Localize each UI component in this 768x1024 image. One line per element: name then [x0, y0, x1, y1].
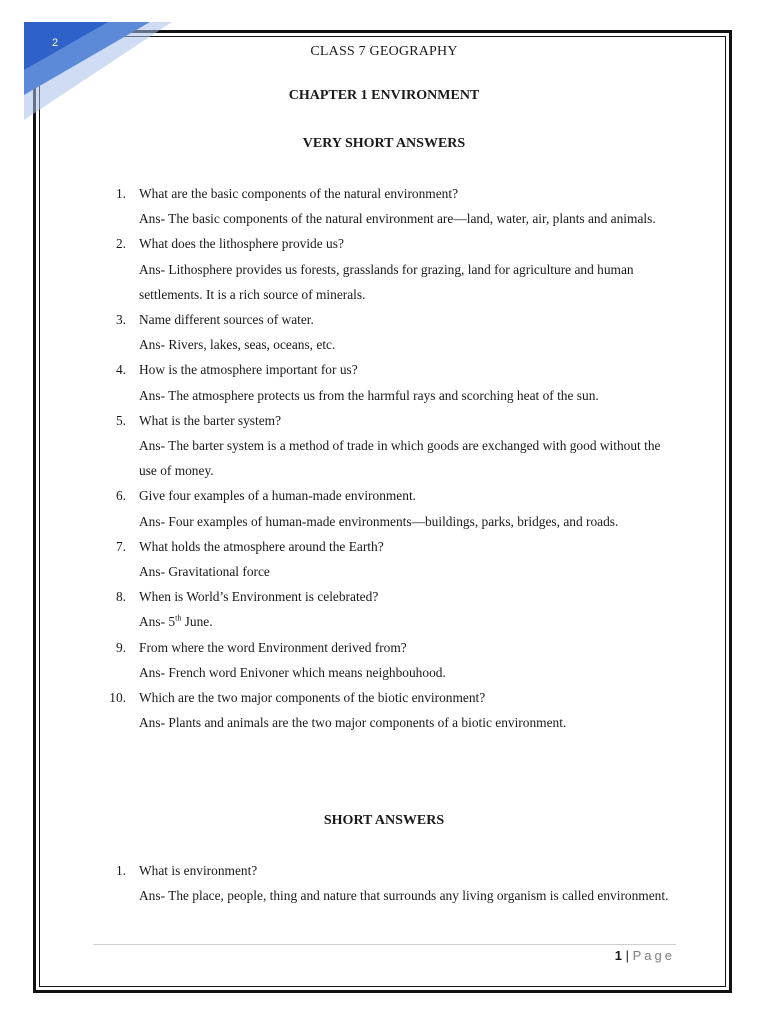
footer-page-number: 1: [614, 948, 623, 963]
answer-text: Ans- The atmosphere protects us from the harmful rays and scorching heat of the sun.: [139, 387, 599, 403]
answer-text: Ans- Rivers, lakes, seas, oceans, etc.: [139, 337, 336, 353]
section-heading-short: SHORT ANSWERS: [323, 813, 445, 828]
list-item: [0, 685, 768, 735]
list-item: [0, 231, 768, 307]
answer-text: Ans- French word Enivoner which means neighbouhood.: [139, 664, 446, 680]
question-text: What is the barter system?: [139, 412, 282, 428]
question-number: 1.: [115, 863, 126, 878]
footer-rule: [93, 944, 676, 945]
question-text: How is the atmosphere important for us?: [139, 362, 358, 378]
footer-separator: |: [622, 948, 633, 963]
chapter-title: CHAPTER 1 ENVIRONMENT: [288, 88, 480, 103]
answer-text: Ans- Plants and animals are the two major components of a biotic environment.: [139, 715, 567, 731]
answer-text: Ans- The barter system is a method of trade in which goods are exchanged with good without the use of money.: [139, 438, 661, 479]
question-number: 2.: [115, 236, 126, 252]
list-item: [0, 408, 768, 484]
question-number: 1.: [115, 186, 126, 201]
section-heading-very-short: VERY SHORT ANSWERS: [302, 136, 466, 151]
question-text: What is environment?: [139, 863, 258, 878]
answer-text-part: Ans- 5: [139, 614, 176, 630]
question-number: 10.: [109, 690, 126, 706]
answer-text: Ans- Lithosphere provides us forests, grasslands for grazing, land for agriculture and human settlements. It is a rich source of minerals.: [139, 261, 634, 302]
list-item: [0, 483, 768, 533]
answer-superscript: th: [175, 613, 182, 623]
very-short-answers-list: [0, 181, 768, 735]
question-text: Name different sources of water.: [139, 312, 314, 328]
answer-text: [139, 609, 679, 634]
question-number: 8.: [115, 589, 126, 605]
footer-page-label: Page: [632, 948, 675, 963]
short-answers-list: [0, 858, 768, 908]
list-item: [0, 307, 768, 357]
question-text: What does the lithosphere provide us?: [139, 236, 344, 252]
question-number: 7.: [115, 538, 126, 554]
list-item: [0, 635, 768, 685]
question-text: Give four examples of a human-made environment.: [139, 488, 417, 504]
question-text: When is World’s Environment is celebrated?: [139, 589, 379, 605]
answer-text-part: June.: [181, 614, 213, 630]
list-item: [0, 357, 768, 407]
document-title: CLASS 7 GEOGRAPHY: [310, 44, 458, 59]
list-item: [0, 584, 768, 634]
question-text: Which are the two major components of the biotic environment?: [139, 690, 486, 706]
question-text: What holds the atmosphere around the Earth?: [139, 538, 384, 554]
question-number: 3.: [115, 312, 126, 328]
answer-text: Ans- The basic components of the natural environment are—land, water, air, plants and animals.: [139, 211, 656, 227]
list-item: [0, 534, 768, 584]
corner-decoration: [0, 0, 180, 130]
answer-text: Ans- Four examples of human-made environments—buildings, parks, bridges, and roads.: [139, 513, 619, 529]
answer-text: Ans- Gravitational force: [139, 564, 270, 580]
corner-page-number: 2: [52, 37, 59, 49]
question-text: What are the basic components of the natural environment?: [139, 186, 459, 201]
answer-text: Ans- The place, people, thing and nature that surrounds any living organism is called environment.: [139, 888, 669, 904]
question-text: From where the word Environment derived from?: [139, 639, 407, 655]
page-footer: [615, 948, 675, 963]
question-number: 5.: [115, 412, 126, 428]
list-item: [0, 858, 768, 908]
question-number: 6.: [115, 488, 126, 504]
list-item: [0, 181, 768, 231]
question-number: 4.: [115, 362, 126, 378]
question-number: 9.: [115, 639, 126, 655]
